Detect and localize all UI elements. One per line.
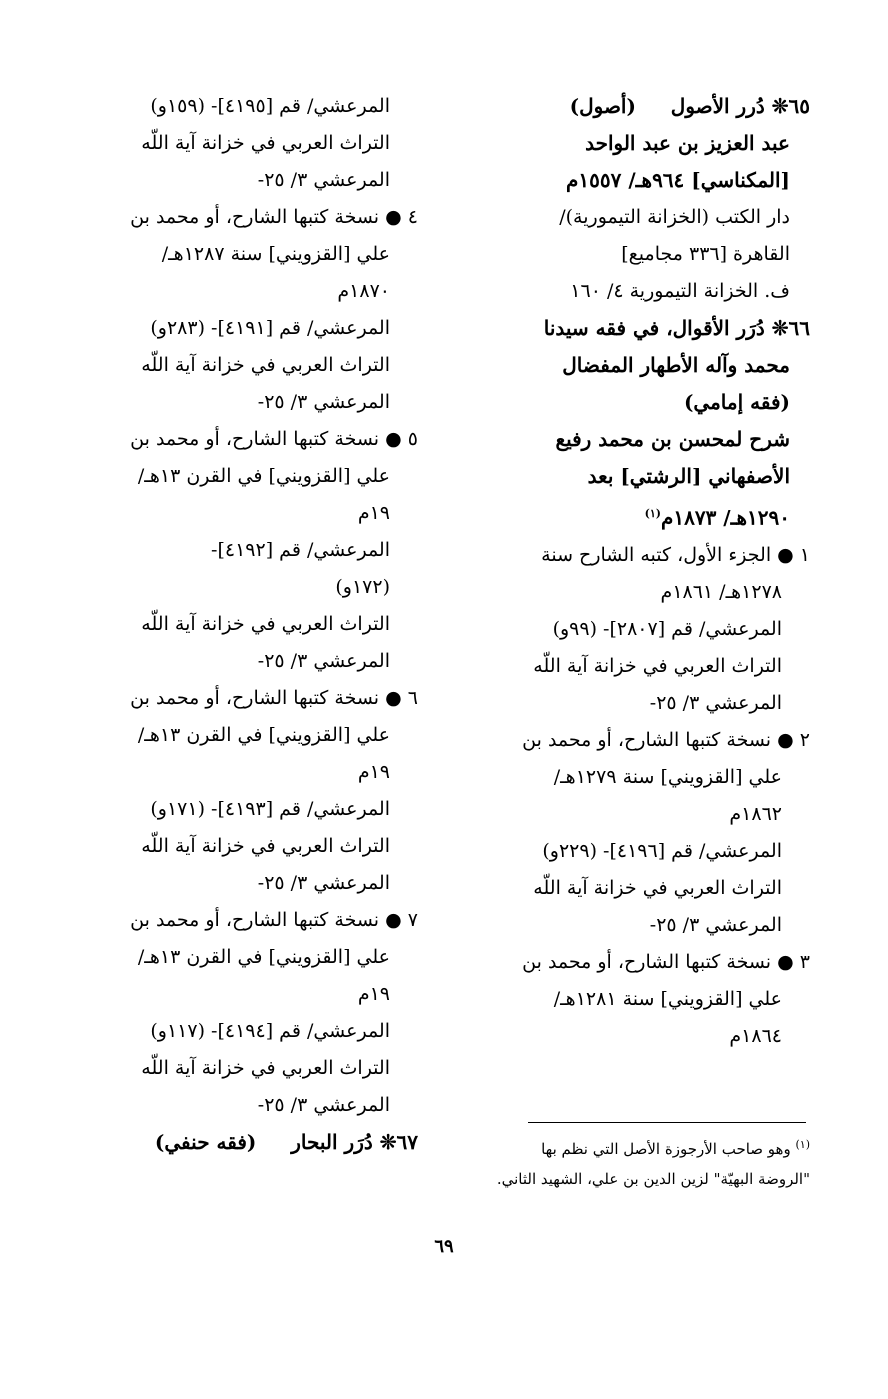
- entry-title-cont: محمد وآله الأطهار المفضال: [562, 353, 790, 377]
- page-number: ٦٩: [434, 1236, 454, 1257]
- left-column: [78, 88, 418, 1161]
- copy-catalog: التراث العربي في خزانة آية اللّه: [141, 132, 390, 154]
- author-dates-text: ١٢٩٠هـ/ ١٨٧٣م: [660, 505, 790, 530]
- copy-location: المرعشي/ قم [٤١٩١]- (٢٨٣و): [150, 317, 390, 339]
- copy-location: المرعشي/ قم [٢٨٠٧]- (٩٩و): [552, 617, 782, 640]
- bullet-icon: ●: [385, 206, 402, 228]
- copy-location: المرعشي/ قم [٤١٩٥]- (١٥٩و): [150, 95, 390, 117]
- copy-item-first-line: [470, 944, 810, 981]
- copy-number: ٥: [407, 428, 418, 450]
- copy-description: نسخة كتبها الشارح، أو محمد بن: [522, 950, 772, 973]
- entry-number: ٦٦❊: [771, 316, 810, 340]
- copy-catalog-ref: المرعشي ٣/ ٢٥-: [649, 913, 782, 936]
- manuscript-shelfmark: القاهرة [٣٣٦ مجاميع]: [621, 243, 790, 265]
- copy-item-first-line: [78, 902, 418, 939]
- copy-catalog-ref: المرعشي ٣/ ٢٥-: [257, 872, 390, 894]
- copy-description: نسخة كتبها الشارح، أو محمد بن: [130, 428, 380, 450]
- copy-item: [78, 680, 418, 902]
- entry-number: ٦٥❊: [771, 94, 810, 118]
- entry-title: دُرَر البحار: [291, 1130, 373, 1154]
- entry-author-cont: الأصفهاني [الرشتي] بعد: [587, 464, 790, 488]
- copy-description: نسخة كتبها الشارح، أو محمد بن: [130, 909, 380, 931]
- entry-title: دُرَر الأقوال، في فقه سيدنا: [543, 316, 765, 340]
- entry-author-dates: [470, 495, 810, 537]
- copy-item: [78, 199, 418, 421]
- copy-number: ٧: [407, 909, 418, 931]
- entry-heading: [470, 88, 810, 125]
- footnote-text: وهو صاحب الأرجوزة الأصل التي نظم بها: [541, 1140, 791, 1158]
- copy-location-cont: (١٧٢و): [335, 576, 390, 598]
- copy-item-first-line: [470, 537, 810, 574]
- copy-date: ١٩م: [357, 502, 390, 524]
- copy-date: ١٨٦٢م: [729, 802, 782, 825]
- entry-65: [470, 88, 810, 310]
- copy-item-first-line: [78, 199, 418, 236]
- copy-location: المرعشي/ قم [٤١٩٦]- (٢٢٩و): [542, 839, 782, 862]
- copy-number: ٦: [407, 687, 418, 709]
- copy-item-first-line: [78, 680, 418, 717]
- copy-date: ١٨٧٠م: [337, 280, 390, 302]
- copy-description: نسخة كتبها الشارح، أو محمد بن: [130, 206, 380, 228]
- copy-catalog: التراث العربي في خزانة آية اللّه: [533, 876, 782, 899]
- copy-item: [470, 944, 810, 1055]
- footnote-ref: (١): [644, 507, 661, 520]
- copy-number: ٣: [799, 950, 810, 973]
- bullet-icon: ●: [385, 428, 402, 450]
- bullet-icon: ●: [385, 909, 402, 931]
- right-column: [470, 88, 810, 1055]
- copy-catalog: التراث العربي في خزانة آية اللّه: [533, 654, 782, 677]
- copy-catalog: التراث العربي في خزانة آية اللّه: [141, 354, 390, 376]
- bullet-icon: ●: [777, 728, 794, 751]
- entry-subject: (فقه حنفي): [154, 1130, 257, 1154]
- copy-description: الجزء الأول، كتبه الشارح سنة: [541, 543, 772, 566]
- entry-number: ٦٧❊: [379, 1130, 418, 1154]
- footnote: [470, 1130, 810, 1194]
- copy-description-cont: علي [القزويني] في القرن ١٣هـ/: [137, 465, 390, 487]
- copy-item: [78, 902, 418, 1124]
- copy-number: ٢: [799, 728, 810, 751]
- entry-title: دُرر الأصول: [670, 94, 765, 118]
- entry-author: شرح لمحسن بن محمد رفيع: [555, 427, 790, 451]
- entry-subject: (فقه إمامي): [683, 390, 790, 414]
- copy-location: المرعشي/ قم [٤١٩٢]-: [211, 539, 390, 561]
- entry-author: عبد العزيز بن عبد الواحد: [585, 131, 790, 155]
- copy-catalog-ref: المرعشي ٣/ ٢٥-: [649, 691, 782, 714]
- copy-item-first-line: [470, 722, 810, 759]
- copy-catalog-ref: المرعشي ٣/ ٢٥-: [257, 391, 390, 413]
- copy-description: نسخة كتبها الشارح، أو محمد بن: [130, 687, 380, 709]
- copy-catalog-ref: المرعشي ٣/ ٢٥-: [257, 650, 390, 672]
- copy-number: ١: [799, 543, 810, 566]
- bullet-icon: ●: [777, 543, 794, 566]
- bullet-icon: ●: [777, 950, 794, 973]
- footnote-line: [470, 1130, 810, 1164]
- copy-item: [78, 421, 418, 680]
- copy-catalog-ref: المرعشي ٣/ ٢٥-: [257, 169, 390, 191]
- footnote-marker: (١): [795, 1138, 810, 1151]
- copy-date: ١٢٧٨هـ/ ١٨٦١م: [660, 580, 782, 603]
- copy-description: نسخة كتبها الشارح، أو محمد بن: [522, 728, 772, 751]
- copy-catalog: التراث العربي في خزانة آية اللّه: [141, 613, 390, 635]
- footnote-divider: [528, 1122, 806, 1123]
- copy-description-cont: علي [القزويني] في القرن ١٣هـ/: [137, 946, 390, 968]
- entry-66: [470, 310, 810, 1055]
- bullet-icon: ●: [385, 687, 402, 709]
- copy-item-first-line: [78, 421, 418, 458]
- entry-subject: (أصول): [569, 94, 636, 118]
- copy-description-cont: علي [القزويني] في القرن ١٣هـ/: [137, 724, 390, 746]
- entry-author-dates: [المكناسي] ٩٦٤هـ/ ١٥٥٧م: [566, 168, 790, 192]
- copy-description-cont: علي [القزويني] سنة ١٢٧٩هـ/: [553, 765, 782, 788]
- catalog-reference: ف. الخزانة التيمورية ٤/ ١٦٠: [570, 280, 790, 302]
- copy-location: المرعشي/ قم [٤١٩٤]- (١١٧و): [150, 1020, 390, 1042]
- copy-date: ١٩م: [357, 761, 390, 783]
- manuscript-location: دار الكتب (الخزانة التيمورية)/: [559, 206, 790, 228]
- copy-date: ١٨٦٤م: [729, 1024, 782, 1047]
- copy-item: [470, 537, 810, 722]
- copy-catalog: التراث العربي في خزانة آية اللّه: [141, 1057, 390, 1079]
- copy-date: ١٩م: [357, 983, 390, 1005]
- copy-catalog: التراث العربي في خزانة آية اللّه: [141, 835, 390, 857]
- footnote-text-cont: "الروضة البهيّة" لزين الدين بن علي، الشهيد الثاني.: [496, 1170, 810, 1188]
- copy-catalog-ref: المرعشي ٣/ ٢٥-: [257, 1094, 390, 1116]
- copy-item: [470, 722, 810, 944]
- copy-number: ٤: [407, 206, 418, 228]
- copy-description-cont: علي [القزويني] سنة ١٢٨٧هـ/: [161, 243, 390, 265]
- copy-description-cont: علي [القزويني] سنة ١٢٨١هـ/: [553, 987, 782, 1010]
- copy-location: المرعشي/ قم [٤١٩٣]- (١٧١و): [150, 798, 390, 820]
- entry-heading: [470, 310, 810, 347]
- entry-67-heading: [78, 1124, 418, 1161]
